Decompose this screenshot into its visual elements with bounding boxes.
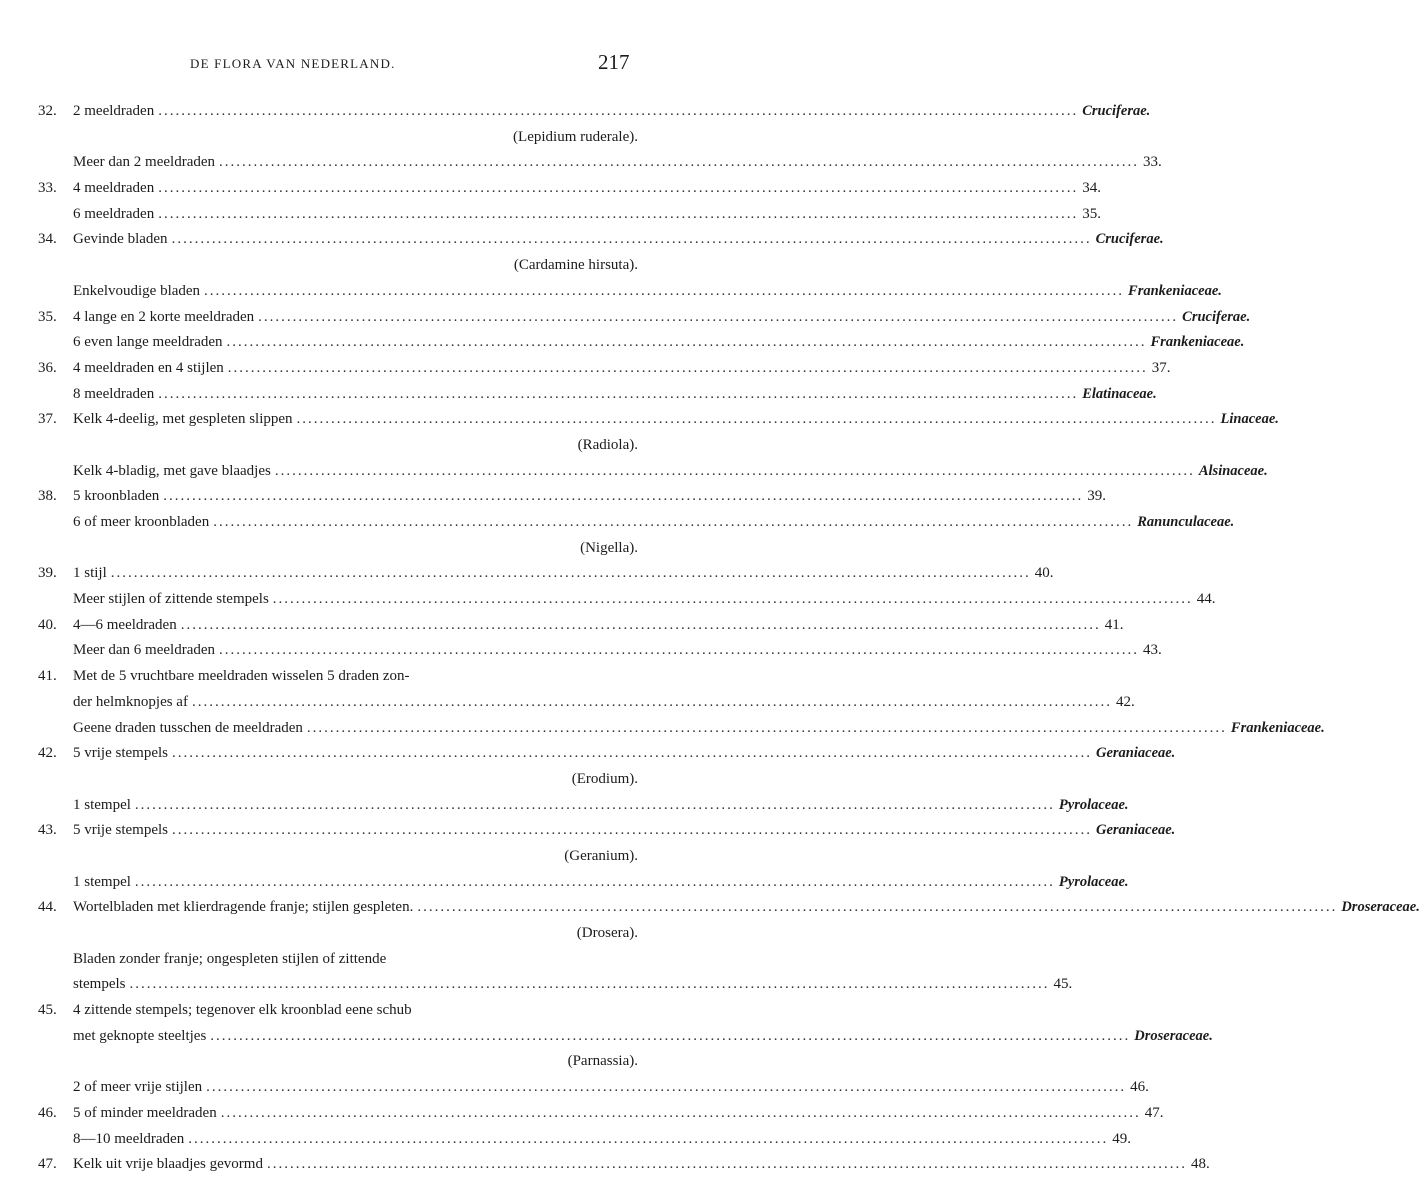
leader-dots: ................................................................................................................................................................ (129, 976, 1050, 993)
couplet-number: 40. (38, 616, 57, 633)
entry-text: Meer dan 2 meeldraden (73, 154, 216, 171)
entry-text: Kelk 4-deelig, met gespleten slippen (73, 411, 293, 428)
entry-body (73, 1152, 1210, 1178)
key-line (0, 741, 1176, 767)
entry-body (73, 382, 1157, 408)
key-line (0, 716, 1325, 742)
leader-dots: ................................................................................................................................................................ (163, 488, 1084, 505)
leader-dots: ................................................................................................................................................................ (219, 154, 1140, 171)
couplet-number: 45. (38, 1002, 57, 1019)
result-ref: 41. (1104, 616, 1124, 633)
entry-body (73, 587, 1216, 613)
key-line (0, 870, 1129, 896)
result-ref: (Radiola). (577, 436, 638, 453)
entry-text: Kelk 4-bladig, met gave blaadjes (73, 462, 271, 479)
leader-dots: ................................................................................................................................................................ (272, 591, 1193, 608)
leader-dots: ................................................................................................................................................................ (206, 1079, 1127, 1096)
leader-dots: ................................................................................................................................................................ (158, 205, 1079, 222)
entry-body (73, 690, 1135, 716)
family-name: Alsinaceae. (1198, 462, 1268, 479)
couplet-number: 46. (38, 1104, 57, 1121)
entry-text: 5 kroonbladen (73, 488, 160, 505)
key-line (0, 305, 1251, 331)
entry-body (73, 99, 1151, 125)
entry-body (73, 227, 1164, 253)
running-header (0, 50, 678, 76)
key-line (0, 253, 678, 279)
entry-text: 2 meeldraden (73, 103, 155, 119)
entry-body (73, 407, 1279, 433)
couplet-number: 35. (38, 308, 57, 325)
entry-body (73, 844, 638, 870)
key-line (0, 356, 1171, 382)
entry-body (73, 613, 1124, 639)
entry-body (73, 253, 638, 279)
family-name: Pyrolaceae. (1058, 796, 1129, 813)
result-ref: (Parnassia). (567, 1053, 638, 1070)
entry-text: der helmknopjes af (73, 693, 188, 710)
entry-body (73, 510, 1235, 536)
entry-body (73, 150, 1162, 176)
result-ref: 47. (1144, 1104, 1164, 1121)
entry-body (73, 356, 1171, 382)
key-line (0, 125, 678, 151)
leader-dots: ................................................................................................................................................................ (171, 822, 1092, 839)
key-line (0, 1127, 1131, 1153)
family-name: Frankeniaceae. (1150, 334, 1245, 351)
entry-text: 4 meeldraden en 4 stijlen (73, 359, 224, 376)
key-line (0, 459, 1268, 485)
key-line (0, 972, 1073, 998)
key-line (0, 664, 678, 690)
key-line (0, 227, 1164, 253)
result-ref: 43. (1143, 642, 1162, 659)
entry-text: 5 vrije stempels (73, 745, 168, 762)
leader-dots: ................................................................................................................................................................ (258, 308, 1179, 325)
leader-dots: ................................................................................................................................................................ (266, 1156, 1187, 1173)
key-line (0, 587, 1216, 613)
couplet-number: 37. (38, 411, 57, 428)
entry-text: 6 of meer kroonbladen (73, 514, 210, 530)
entry-body (73, 279, 1222, 305)
family-name: Frankeniaceae. (1128, 282, 1222, 299)
key-line (0, 947, 678, 973)
key-line (0, 279, 1222, 305)
result-ref: (Geranium). (564, 847, 638, 864)
result-ref: 44. (1196, 591, 1216, 608)
entry-body (73, 484, 1106, 510)
entry-text: stempels (73, 976, 126, 993)
key-line (0, 382, 1157, 408)
leader-dots: ................................................................................................................................................................ (171, 745, 1092, 762)
entry-body (73, 921, 638, 947)
couplet-number: 44. (38, 899, 57, 916)
key-line (0, 844, 678, 870)
entry-text: 2 of meer vrije stijlen (73, 1079, 203, 1096)
key-line (0, 793, 1129, 819)
result-ref: 35. (1082, 205, 1101, 222)
family-name: Frankeniaceae. (1230, 719, 1325, 736)
couplet-number: 38. (38, 488, 57, 505)
result-ref: 39. (1087, 488, 1106, 505)
entry-text: Meer stijlen of zittende stempels (73, 591, 269, 608)
entry-text: 1 stempel (73, 873, 131, 890)
entry-body (73, 1024, 1213, 1050)
leader-dots: ................................................................................................................................................................ (188, 1130, 1109, 1147)
leader-dots: ................................................................................................................................................................ (158, 180, 1079, 197)
entry-body (73, 202, 1101, 228)
entry-text: 4 meeldraden (73, 180, 155, 197)
result-ref: (Drosera). (576, 925, 638, 941)
entry-body (73, 1101, 1164, 1127)
couplet-number: 47. (38, 1156, 57, 1173)
leader-dots: ................................................................................................................................................................ (296, 411, 1217, 428)
result-ref: 45. (1053, 976, 1073, 993)
entry-body (73, 664, 638, 690)
key-line (0, 613, 1124, 639)
leader-dots: ................................................................................................................................................................ (110, 565, 1031, 582)
entry-body (73, 818, 1176, 844)
entry-text: Enkelvoudige bladen (73, 282, 201, 299)
result-ref: 42. (1115, 693, 1135, 710)
result-ref: (Cardamine hirsuta). (513, 257, 638, 274)
family-name: Pyrolaceae. (1058, 873, 1129, 890)
family-name: Cruciferae. (1082, 103, 1151, 119)
family-name: Droseraceae. (1341, 899, 1420, 916)
entry-text: Bladen zonder franje; ongespleten stijlen of zittende (73, 950, 387, 967)
entry-body (73, 125, 638, 151)
leader-dots: ................................................................................................................................................................ (417, 899, 1338, 916)
key-line (0, 690, 1135, 716)
result-ref: 46. (1130, 1079, 1149, 1096)
key-line (0, 176, 1101, 202)
leader-dots: ................................................................................................................................................................ (134, 873, 1055, 890)
result-ref: 48. (1190, 1156, 1210, 1173)
entry-text: met geknopte steeltjes (73, 1027, 207, 1044)
key-line (0, 1152, 1210, 1178)
leader-dots: ................................................................................................................................................................ (213, 514, 1134, 530)
key-line (0, 1049, 678, 1075)
entry-text: 5 of minder meeldraden (73, 1104, 217, 1121)
family-name: Droseraceae. (1134, 1027, 1213, 1044)
entry-body (73, 972, 1073, 998)
key-line (0, 407, 1279, 433)
entry-text: Gevinde bladen (73, 231, 168, 248)
leader-dots: ................................................................................................................................................................ (204, 282, 1125, 299)
couplet-number: 42. (38, 745, 57, 762)
entry-text: Geene draden tusschen de meeldraden (73, 719, 303, 736)
entry-body (73, 561, 1054, 587)
family-name: Cruciferae. (1095, 231, 1164, 248)
entry-body (73, 305, 1251, 331)
entry-body (73, 767, 638, 793)
couplet-number: 36. (38, 359, 57, 376)
entry-body (73, 1049, 638, 1075)
result-ref: 37. (1151, 359, 1171, 376)
entry-body (73, 895, 1420, 921)
couplet-number: 43. (38, 822, 57, 839)
entry-text: Wortelbladen met klierdragende franje; stijlen gespleten. (73, 899, 414, 916)
key-line (0, 921, 678, 947)
key-line (0, 998, 678, 1024)
family-name: Linaceae. (1220, 411, 1279, 428)
family-name: Elatinaceae. (1082, 385, 1157, 402)
leader-dots: ................................................................................................................................................................ (227, 359, 1148, 376)
entry-text: Kelk uit vrije blaadjes gevormd (73, 1156, 263, 1173)
entry-text: 5 vrije stempels (73, 822, 168, 839)
page-number: 217 (598, 50, 630, 74)
entry-body (73, 1075, 1149, 1101)
couplet-number: 32. (38, 103, 57, 119)
entry-body (73, 1127, 1131, 1153)
key-line (0, 1075, 1149, 1101)
entry-text: 6 even lange meeldraden (73, 334, 223, 351)
entry-body (73, 459, 1268, 485)
key-line (0, 484, 1106, 510)
leader-dots: ................................................................................................................................................................ (171, 231, 1092, 248)
result-ref: (Nigella). (580, 539, 638, 556)
family-name: Ranunculaceae. (1137, 514, 1235, 530)
family-name: Geraniaceae. (1095, 745, 1176, 762)
key-line (0, 99, 1151, 125)
leader-dots: ................................................................................................................................................................ (226, 334, 1147, 351)
entry-text: Meer dan 6 meeldraden (73, 642, 216, 659)
entry-text: 8—10 meeldraden (73, 1130, 185, 1147)
key-line (0, 561, 1054, 587)
family-name: Cruciferae. (1182, 308, 1251, 325)
leader-dots: ................................................................................................................................................................ (306, 719, 1227, 736)
key-line (0, 1101, 1164, 1127)
result-ref: 40. (1034, 565, 1054, 582)
leader-dots: ................................................................................................................................................................ (274, 462, 1195, 479)
result-ref: (Lepidium ruderale). (513, 128, 638, 145)
key-line (0, 433, 678, 459)
key-line (0, 510, 1235, 536)
entry-body (73, 638, 1162, 664)
leader-dots: ................................................................................................................................................................ (158, 385, 1079, 402)
key-line (0, 1024, 1213, 1050)
running-title: DE FLORA VAN NEDERLAND. (190, 56, 396, 71)
entry-body (73, 176, 1101, 202)
entry-text: 6 meeldraden (73, 205, 155, 222)
leader-dots: ................................................................................................................................................................ (191, 693, 1112, 710)
entry-body (73, 716, 1325, 742)
key-line (0, 638, 1162, 664)
key-line (0, 150, 1162, 176)
entry-text: 1 stijl (73, 565, 107, 582)
entry-body (73, 793, 1129, 819)
entry-body (73, 870, 1129, 896)
result-ref: (Erodium). (571, 770, 638, 787)
key-line (0, 536, 678, 562)
key-line (0, 202, 1101, 228)
couplet-number: 33. (38, 180, 57, 197)
key-line (0, 895, 1420, 921)
leader-dots: ................................................................................................................................................................ (158, 103, 1079, 119)
family-name: Geraniaceae. (1095, 822, 1176, 839)
result-ref: 33. (1143, 154, 1162, 171)
entry-body (73, 433, 638, 459)
entry-text: 8 meeldraden (73, 385, 155, 402)
leader-dots: ................................................................................................................................................................ (134, 796, 1055, 813)
leader-dots: ................................................................................................................................................................ (210, 1027, 1131, 1044)
entry-body (73, 741, 1176, 767)
leader-dots: ................................................................................................................................................................ (219, 642, 1140, 659)
couplet-number: 39. (38, 565, 57, 582)
key-line (0, 330, 1245, 356)
key-entries (0, 99, 1420, 1178)
result-ref: 49. (1112, 1130, 1131, 1147)
entry-body (73, 330, 1245, 356)
entry-text: 4 zittende stempels; tegenover elk kroonblad eene schub (73, 1002, 412, 1019)
couplet-number: 34. (38, 231, 57, 248)
result-ref: 34. (1082, 180, 1101, 197)
entry-text: 4—6 meeldraden (73, 616, 177, 633)
leader-dots: ................................................................................................................................................................ (220, 1104, 1141, 1121)
key-line (0, 767, 678, 793)
entry-body (73, 947, 638, 973)
key-line (0, 818, 1176, 844)
leader-dots: ................................................................................................................................................................ (180, 616, 1101, 633)
entry-text: Met de 5 vruchtbare meeldraden wisselen 5 draden zon- (73, 668, 410, 685)
couplet-number: 41. (38, 668, 57, 685)
entry-body (73, 536, 638, 562)
entry-body (73, 998, 638, 1024)
entry-text: 1 stempel (73, 796, 131, 813)
entry-text: 4 lange en 2 korte meeldraden (73, 308, 255, 325)
